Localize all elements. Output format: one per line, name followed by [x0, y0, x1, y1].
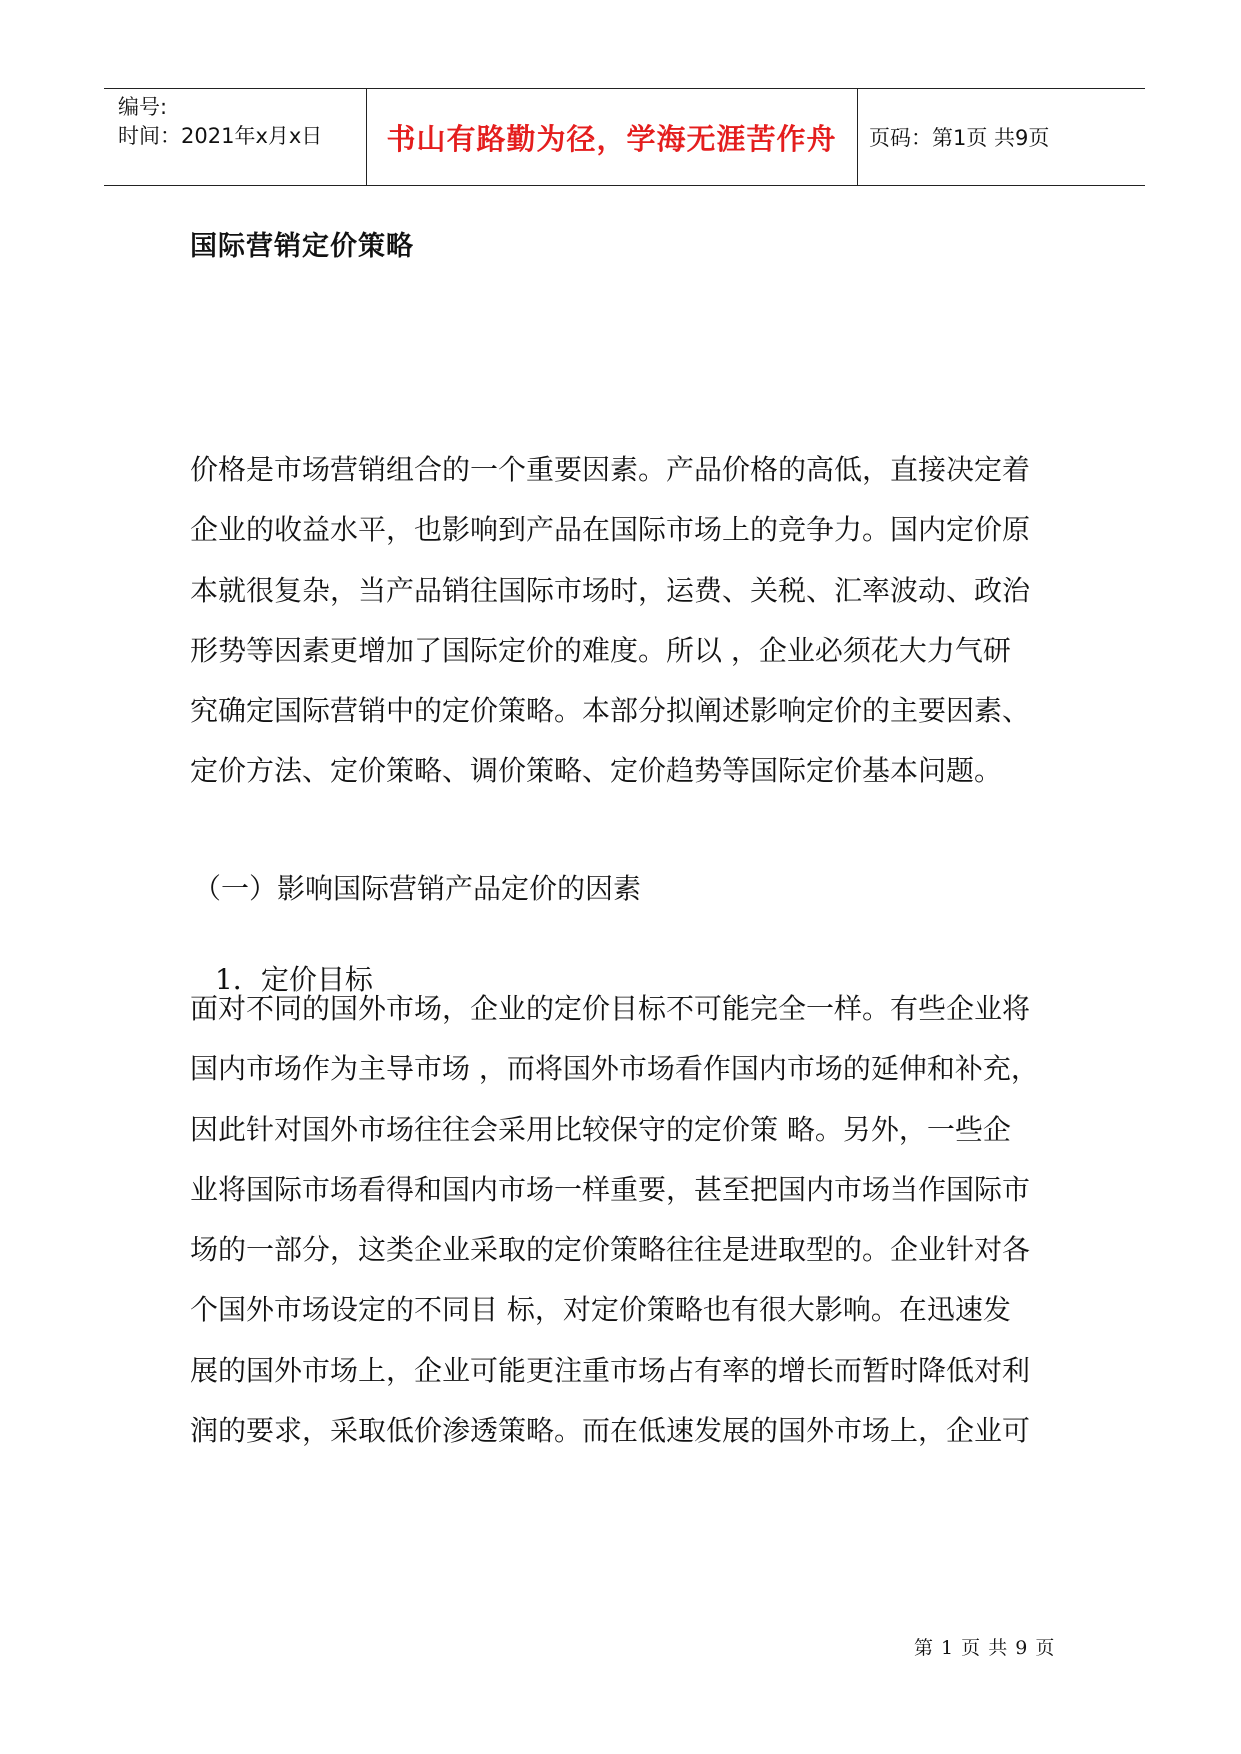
header-page-label: 页码：第1页 共9页 [869, 126, 1050, 150]
paragraph-intro [190, 440, 1070, 802]
paragraph-line: 企业的收益水平，也影响到产品在国际市场上的竞争力。国内定价原 [190, 513, 1031, 547]
paragraph-line: 展的国外市场上，企业可能更注重市场占有率的增长而暂时降低对利 [190, 1353, 1031, 1387]
paragraph-line: 个国外市场设定的不同目 标，对定价策略也有很大影响。在迅速发 [190, 1293, 1011, 1327]
paragraph-line: 形势等因素更增加了国际定价的难度。所以 ，企业必须花大力气研 [190, 633, 1011, 667]
time-label: 时间：2021年x月x日 [118, 124, 323, 148]
number-label: 编号: [118, 95, 168, 119]
header-motto: 书山有路勤为径，学海无涯苦作舟 [386, 121, 837, 156]
document-title: 国际营销定价策略 [190, 231, 414, 262]
paragraph-line: 本就很复杂，当产品销往国际市场时，运费、关税、汇率波动、政治 [190, 573, 1031, 607]
paragraph-line: 因此针对国外市场往往会采用比较保守的定价策 略。另外，一些企 [190, 1112, 1011, 1146]
paragraph-line: 业将国际市场看得和国内市场一样重要，甚至把国内市场当作国际市 [190, 1172, 1031, 1206]
paragraph-line: 价格是市场营销组合的一个重要因素。产品价格的高低，直接决定着 [190, 453, 1031, 486]
header-divider [857, 89, 858, 185]
paragraph-line: 定价方法、定价策略、调价策略、定价趋势等国际定价基本问题。 [190, 754, 1003, 788]
header-left-cell [118, 93, 358, 151]
subsection-heading: 1．定价目标 [215, 963, 373, 996]
paragraph-line: 润的要求，采取低价渗透策略。而在低速发展的国外市场上，企业可 [190, 1414, 1031, 1448]
paragraph-line: 究确定国际营销中的定价策略。本部分拟阐述影响定价的主要因素、 [190, 694, 1031, 728]
paragraph-line: 面对不同的国外市场，企业的定价目标不可能完全一样。有些企业将 [190, 992, 1031, 1025]
header-table [104, 88, 1145, 186]
paragraph-line: 国内市场作为主导市场 ，而将国外市场看作国内市场的延伸和补充， [190, 1052, 1039, 1086]
paragraph-line: 场的一部分，这类企业采取的定价策略往往是进取型的。企业针对各 [190, 1233, 1031, 1267]
paragraph-pricing-goals [190, 979, 1070, 1461]
page-footer: 第 1 页 共 9 页 [914, 1637, 1056, 1659]
section-heading: （一）影响国际营销产品定价的因素 [193, 872, 642, 905]
